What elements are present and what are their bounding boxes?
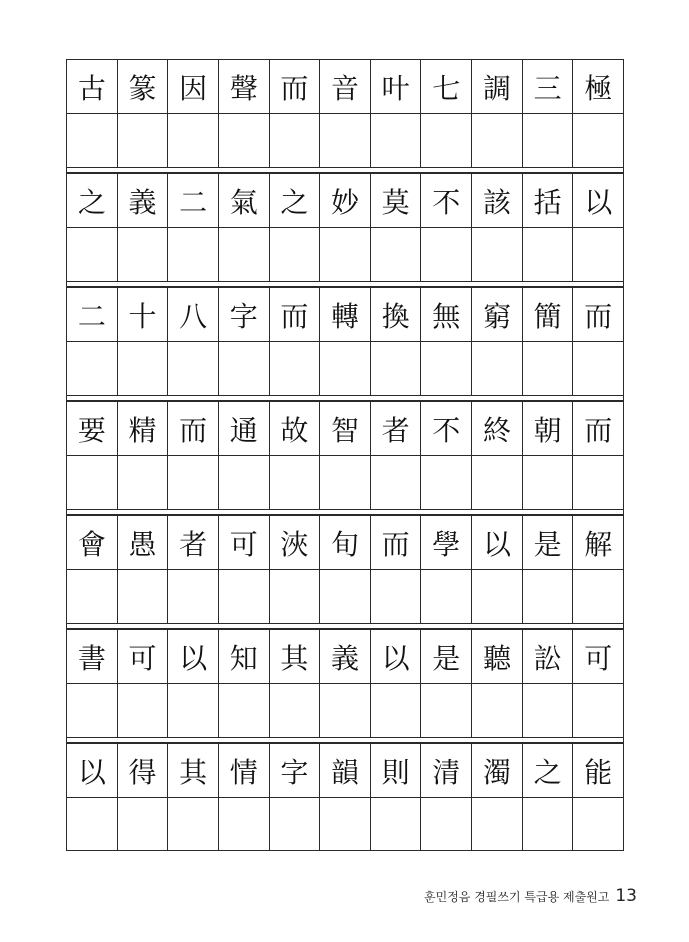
writing-practice-cell[interactable] xyxy=(270,570,321,623)
model-character-cell: 換 xyxy=(371,288,422,341)
writing-practice-cell[interactable] xyxy=(67,456,118,509)
writing-practice-cell[interactable] xyxy=(168,114,219,167)
writing-practice-cell[interactable] xyxy=(67,342,118,395)
writing-practice-cell[interactable] xyxy=(219,684,270,737)
writing-practice-cell[interactable] xyxy=(472,228,523,281)
model-character-cell: 以 xyxy=(371,630,422,683)
writing-practice-row xyxy=(67,569,623,623)
writing-practice-cell[interactable] xyxy=(421,228,472,281)
writing-practice-cell[interactable] xyxy=(421,684,472,737)
model-character-cell: 以 xyxy=(67,744,118,797)
writing-practice-cell[interactable] xyxy=(320,114,371,167)
writing-practice-row xyxy=(67,341,623,395)
model-character-cell: 可 xyxy=(118,630,169,683)
model-character-cell: 極 xyxy=(584,71,613,105)
model-character-cell: 莫 xyxy=(371,174,422,227)
writing-practice-cell[interactable] xyxy=(118,228,169,281)
model-character-cell: 篆 xyxy=(118,60,169,113)
writing-practice-cell[interactable] xyxy=(573,114,623,167)
model-character-cell: 解 xyxy=(584,527,613,561)
writing-practice-cell[interactable] xyxy=(168,456,219,509)
model-character-cell: 會 xyxy=(67,516,118,569)
grid-block xyxy=(66,173,624,281)
model-character-cell: 精 xyxy=(118,402,169,455)
model-character-cell: 二 xyxy=(168,174,219,227)
model-character-cell: 括 xyxy=(523,174,574,227)
model-character-cell: 簡 xyxy=(523,288,574,341)
practice-grid xyxy=(66,59,624,851)
model-character-cell: 妙 xyxy=(320,174,371,227)
writing-practice-cell[interactable] xyxy=(371,570,422,623)
writing-practice-cell[interactable] xyxy=(320,798,371,851)
writing-practice-cell[interactable] xyxy=(67,798,118,851)
model-character-cell: 之 xyxy=(523,744,574,797)
writing-practice-cell[interactable] xyxy=(472,114,523,167)
writing-practice-row xyxy=(67,797,623,851)
writing-practice-cell[interactable] xyxy=(219,342,270,395)
writing-practice-row xyxy=(67,227,623,281)
writing-practice-cell[interactable] xyxy=(573,570,623,623)
writing-practice-cell[interactable] xyxy=(219,114,270,167)
writing-practice-cell[interactable] xyxy=(219,798,270,851)
model-character-cell: 而 xyxy=(168,402,219,455)
model-character-cell: 不 xyxy=(421,174,472,227)
writing-practice-cell[interactable] xyxy=(270,342,321,395)
model-character-cell: 其 xyxy=(168,744,219,797)
writing-practice-cell[interactable] xyxy=(573,798,623,851)
writing-practice-cell[interactable] xyxy=(168,570,219,623)
model-character-cell: 得 xyxy=(118,744,169,797)
model-character-cell: 該 xyxy=(472,174,523,227)
writing-practice-cell[interactable] xyxy=(472,684,523,737)
writing-practice-cell[interactable] xyxy=(270,798,321,851)
model-character-cell: 義 xyxy=(320,630,371,683)
writing-practice-cell[interactable] xyxy=(118,684,169,737)
writing-practice-cell[interactable] xyxy=(118,456,169,509)
model-character-cell: 而 xyxy=(584,299,613,333)
grid-block xyxy=(66,401,624,509)
model-character-cell: 音 xyxy=(320,60,371,113)
model-character-cell: 窮 xyxy=(472,288,523,341)
model-character-cell: 清 xyxy=(421,744,472,797)
writing-practice-row xyxy=(67,683,623,737)
writing-practice-cell[interactable] xyxy=(270,228,321,281)
model-character-cell: 之 xyxy=(67,174,118,227)
model-character-cell: 者 xyxy=(371,402,422,455)
footer-title: 훈민정음 경필쓰기 특급용 제출원고 xyxy=(424,890,610,904)
model-character-cell: 是 xyxy=(421,630,472,683)
model-character-cell: 書 xyxy=(67,630,118,683)
model-character-cell: 愚 xyxy=(118,516,169,569)
model-character-cell: 智 xyxy=(320,402,371,455)
writing-practice-cell[interactable] xyxy=(523,570,574,623)
model-character-row xyxy=(67,515,623,569)
writing-practice-cell[interactable] xyxy=(320,456,371,509)
grid-block xyxy=(66,515,624,623)
model-character-row xyxy=(67,401,623,455)
grid-block xyxy=(66,629,624,737)
writing-practice-cell[interactable] xyxy=(523,114,574,167)
model-character-row xyxy=(67,743,623,797)
model-character-cell: 可 xyxy=(219,516,270,569)
writing-practice-cell[interactable] xyxy=(371,456,422,509)
writing-practice-cell[interactable] xyxy=(421,798,472,851)
model-character-cell: 字 xyxy=(219,288,270,341)
model-character-cell: 八 xyxy=(168,288,219,341)
writing-practice-cell[interactable] xyxy=(67,684,118,737)
writing-practice-cell[interactable] xyxy=(270,684,321,737)
model-character-cell: 十 xyxy=(118,288,169,341)
model-character-cell: 旬 xyxy=(320,516,371,569)
model-character-cell: 濁 xyxy=(472,744,523,797)
model-character-cell: 不 xyxy=(421,402,472,455)
model-character-cell: 學 xyxy=(421,516,472,569)
writing-practice-cell[interactable] xyxy=(573,228,623,281)
model-character-row xyxy=(67,287,623,341)
writing-practice-cell[interactable] xyxy=(421,114,472,167)
model-character-cell: 故 xyxy=(270,402,321,455)
model-character-cell: 而 xyxy=(371,516,422,569)
writing-practice-cell[interactable] xyxy=(371,684,422,737)
model-character-cell: 字 xyxy=(270,744,321,797)
writing-practice-cell[interactable] xyxy=(523,342,574,395)
model-character-cell: 能 xyxy=(584,755,613,789)
writing-practice-cell[interactable] xyxy=(371,228,422,281)
model-character-cell: 七 xyxy=(421,60,472,113)
writing-practice-cell[interactable] xyxy=(67,114,118,167)
model-character-cell: 以 xyxy=(168,630,219,683)
model-character-cell: 是 xyxy=(523,516,574,569)
model-character-cell: 情 xyxy=(219,744,270,797)
writing-practice-cell[interactable] xyxy=(472,456,523,509)
writing-practice-cell[interactable] xyxy=(523,798,574,851)
model-character-cell: 通 xyxy=(219,402,270,455)
model-character-cell: 韻 xyxy=(320,744,371,797)
writing-practice-row xyxy=(67,455,623,509)
writing-practice-cell[interactable] xyxy=(472,342,523,395)
writing-practice-cell[interactable] xyxy=(421,570,472,623)
model-character-cell: 知 xyxy=(219,630,270,683)
writing-practice-row xyxy=(67,113,623,167)
writing-practice-cell[interactable] xyxy=(371,342,422,395)
model-character-cell: 氣 xyxy=(219,174,270,227)
writing-practice-cell[interactable] xyxy=(573,456,623,509)
model-character-cell: 則 xyxy=(371,744,422,797)
writing-practice-cell[interactable] xyxy=(320,228,371,281)
writing-practice-cell[interactable] xyxy=(219,570,270,623)
writing-practice-cell[interactable] xyxy=(523,456,574,509)
model-character-cell: 而 xyxy=(584,413,613,447)
model-character-cell: 叶 xyxy=(371,60,422,113)
model-character-row xyxy=(67,629,623,683)
model-character-cell: 者 xyxy=(168,516,219,569)
model-character-cell: 之 xyxy=(270,174,321,227)
writing-practice-cell[interactable] xyxy=(371,114,422,167)
model-character-cell: 訟 xyxy=(523,630,574,683)
model-character-cell: 因 xyxy=(168,60,219,113)
model-character-cell: 浹 xyxy=(270,516,321,569)
model-character-cell: 而 xyxy=(270,288,321,341)
model-character-cell: 三 xyxy=(523,60,574,113)
writing-practice-cell[interactable] xyxy=(320,684,371,737)
writing-practice-cell[interactable] xyxy=(270,114,321,167)
model-character-cell: 其 xyxy=(270,630,321,683)
grid-block xyxy=(66,287,624,395)
writing-practice-cell[interactable] xyxy=(472,798,523,851)
writing-practice-cell[interactable] xyxy=(421,456,472,509)
model-character-cell: 可 xyxy=(584,641,613,675)
model-character-cell: 朝 xyxy=(523,402,574,455)
writing-practice-cell[interactable] xyxy=(168,342,219,395)
grid-block xyxy=(66,743,624,851)
page-number: 13 xyxy=(615,886,637,906)
model-character-cell: 古 xyxy=(67,60,118,113)
writing-practice-cell[interactable] xyxy=(118,114,169,167)
writing-practice-cell[interactable] xyxy=(472,570,523,623)
model-character-cell: 以 xyxy=(472,516,523,569)
writing-practice-cell[interactable] xyxy=(118,342,169,395)
writing-practice-cell[interactable] xyxy=(67,570,118,623)
writing-practice-cell[interactable] xyxy=(118,798,169,851)
model-character-cell: 以 xyxy=(584,185,613,219)
writing-practice-cell[interactable] xyxy=(573,342,623,395)
writing-practice-cell[interactable] xyxy=(320,570,371,623)
writing-practice-cell[interactable] xyxy=(67,228,118,281)
writing-practice-cell[interactable] xyxy=(118,570,169,623)
writing-practice-cell[interactable] xyxy=(523,684,574,737)
writing-practice-cell[interactable] xyxy=(320,342,371,395)
model-character-cell: 終 xyxy=(472,402,523,455)
writing-practice-cell[interactable] xyxy=(523,228,574,281)
writing-practice-cell[interactable] xyxy=(219,228,270,281)
model-character-row xyxy=(67,59,623,113)
model-character-cell: 要 xyxy=(67,402,118,455)
model-character-cell: 調 xyxy=(472,60,523,113)
writing-practice-cell[interactable] xyxy=(270,456,321,509)
page-footer xyxy=(424,886,637,906)
writing-practice-cell[interactable] xyxy=(168,684,219,737)
model-character-cell: 聲 xyxy=(219,60,270,113)
writing-practice-cell[interactable] xyxy=(168,228,219,281)
grid-block xyxy=(66,59,624,167)
writing-practice-cell[interactable] xyxy=(219,456,270,509)
model-character-cell: 二 xyxy=(67,288,118,341)
model-character-cell: 義 xyxy=(118,174,169,227)
writing-practice-cell[interactable] xyxy=(421,342,472,395)
model-character-cell: 轉 xyxy=(320,288,371,341)
writing-practice-cell[interactable] xyxy=(168,798,219,851)
model-character-row xyxy=(67,173,623,227)
model-character-cell: 而 xyxy=(270,60,321,113)
model-character-cell: 聽 xyxy=(472,630,523,683)
writing-practice-cell[interactable] xyxy=(573,684,623,737)
writing-practice-cell[interactable] xyxy=(371,798,422,851)
model-character-cell: 無 xyxy=(421,288,472,341)
